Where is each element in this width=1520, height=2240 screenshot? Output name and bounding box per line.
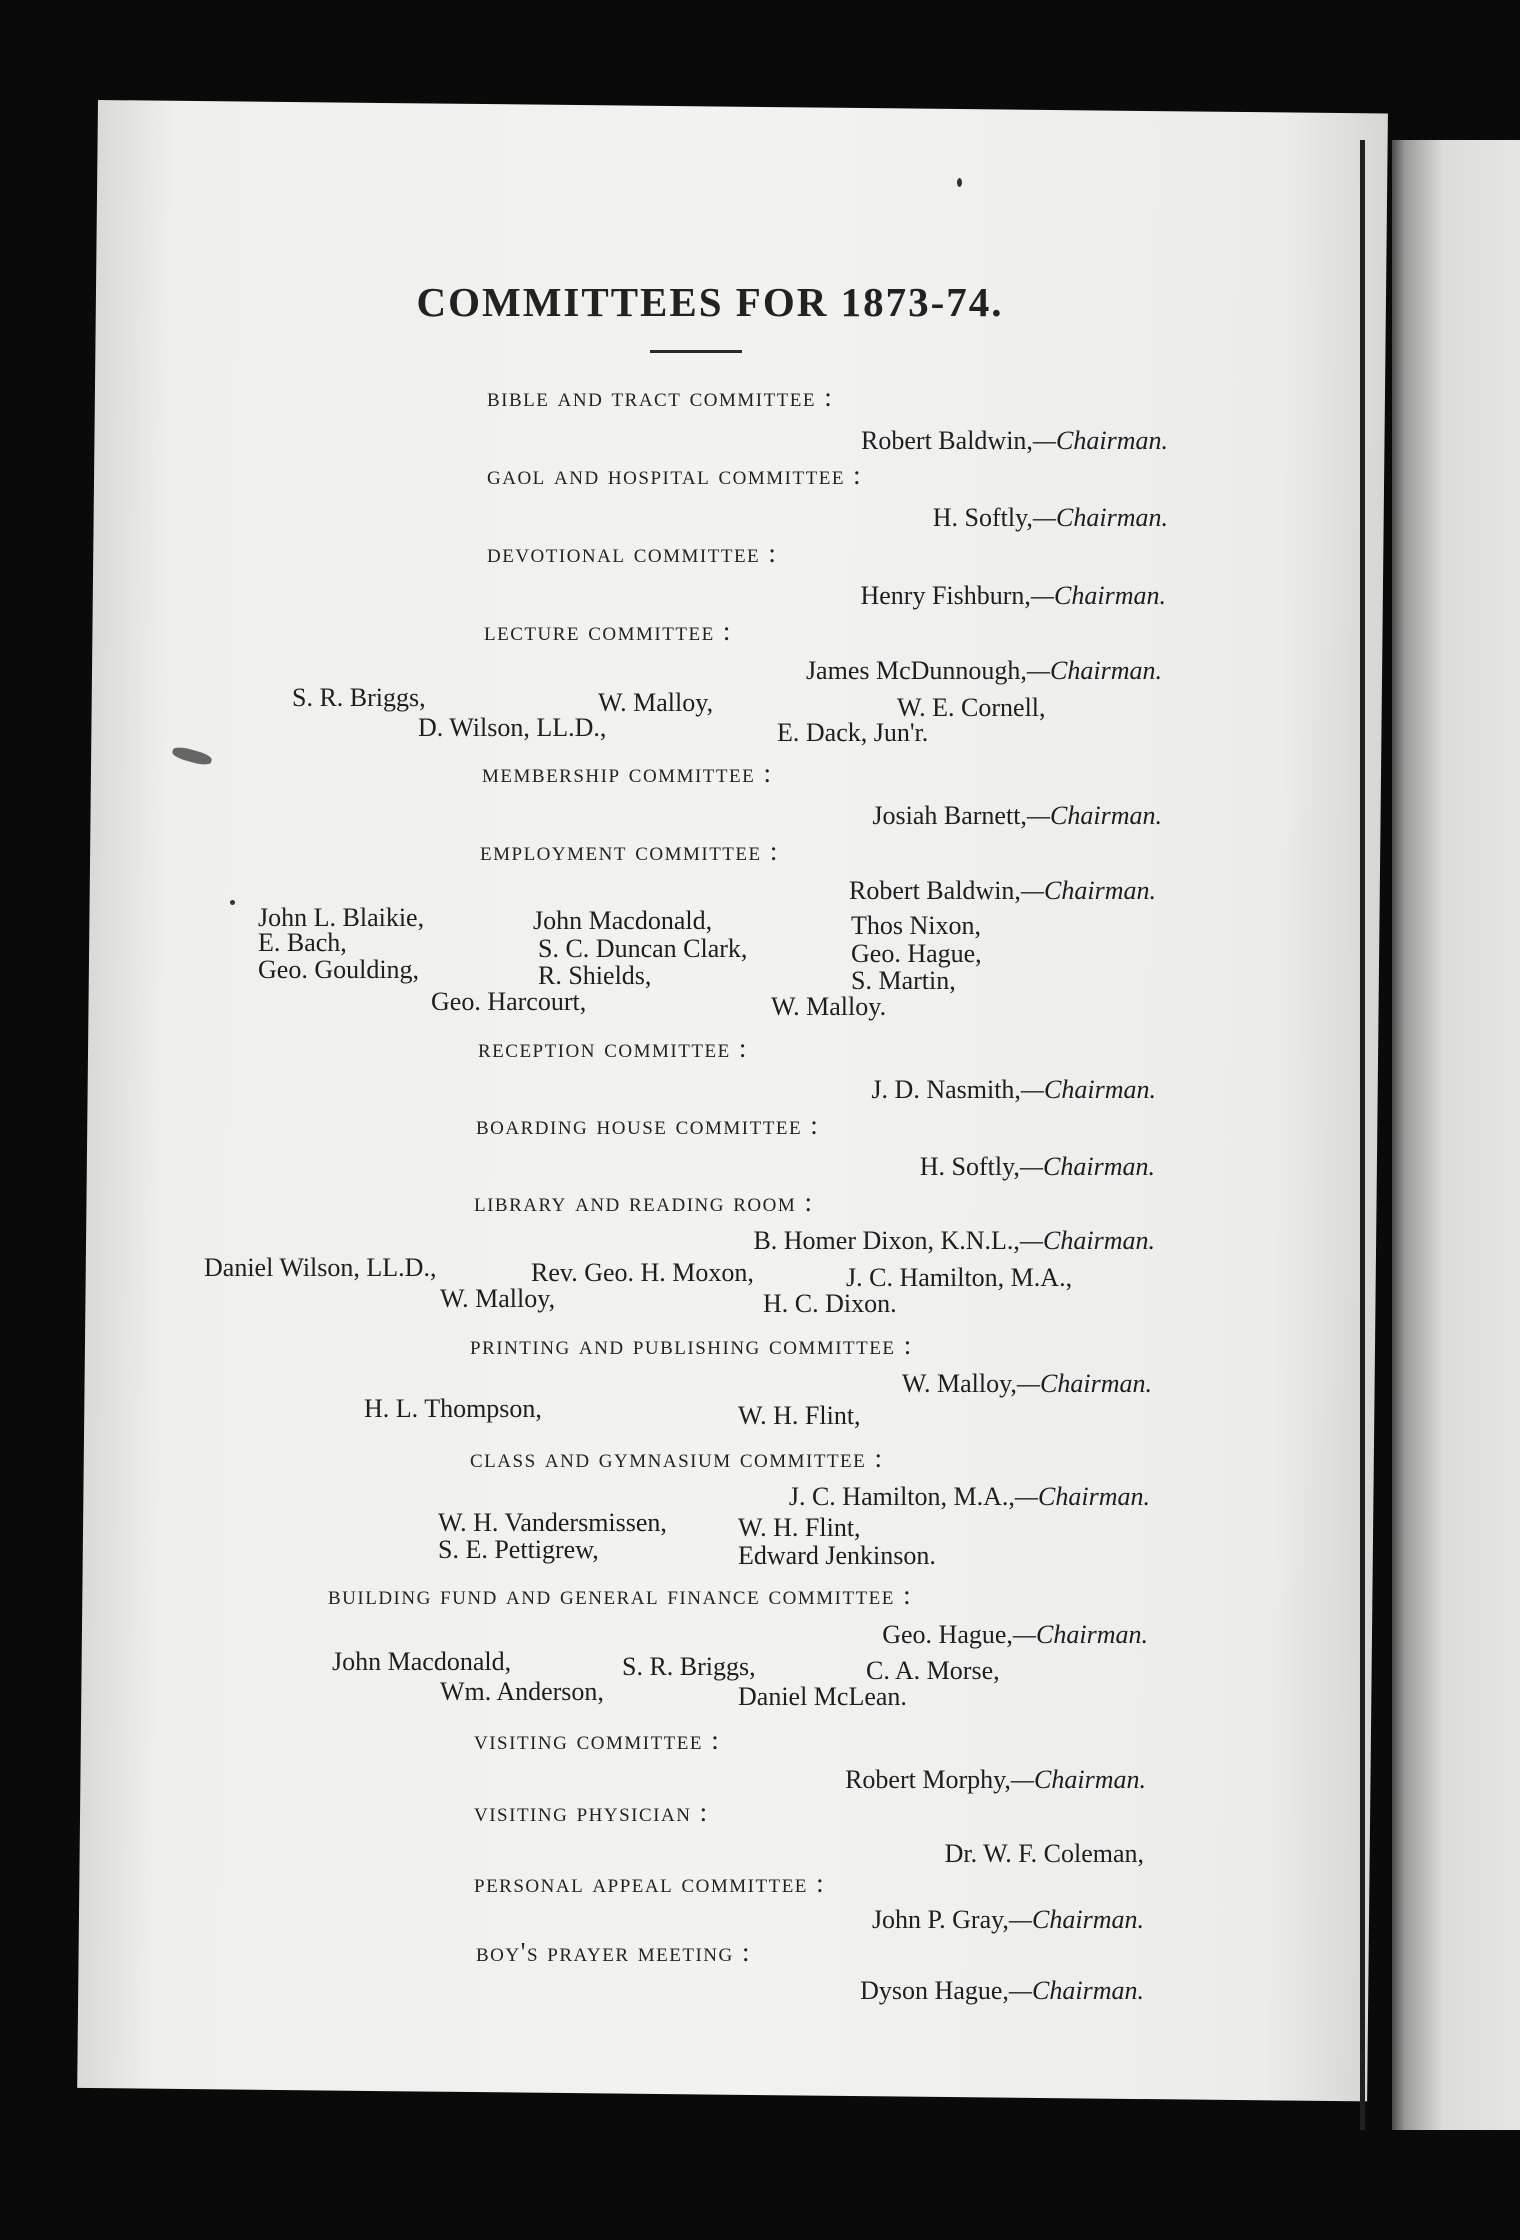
chairman-line (0, 656, 1162, 686)
chairman-name: J. C. Hamilton, M.A., (788, 1482, 1015, 1511)
chairman-line (0, 1839, 1144, 1869)
committee-heading-visiting-physician: visiting physician : (474, 1797, 709, 1827)
member-name: Geo. Harcourt, (431, 987, 587, 1016)
chairman-line (0, 801, 1162, 831)
committee-heading-personal-appeal: personal appeal committee : (474, 1868, 826, 1898)
chairman-name: Dyson Hague, (860, 1976, 1009, 2005)
member-name: Daniel McLean. (738, 1682, 907, 1711)
member-name: H. C. Dixon. (763, 1289, 897, 1318)
chairman-name: Robert Morphy, (845, 1765, 1011, 1794)
chairman-line (0, 1369, 1152, 1399)
chairman-name: H. Softly, (932, 503, 1033, 532)
committee-heading-gaol-hospital: gaol and hospital committee : (487, 460, 863, 490)
member-name: Geo. Goulding, (258, 955, 420, 984)
chairman-line (0, 1620, 1148, 1650)
chairman-role: —Chairman. (1020, 876, 1156, 905)
chairman-role: —Chairman. (1026, 801, 1162, 830)
adjacent-page-edge (1392, 140, 1520, 2130)
member-name: John L. Blaikie, (258, 903, 425, 932)
member-name: W. H. Flint, (738, 1401, 861, 1430)
committee-heading-lecture: lecture committee : (484, 616, 732, 646)
chairman-name: Geo. Hague, (882, 1620, 1013, 1649)
chairman-name: H. Softly, (919, 1152, 1020, 1181)
committee-heading-membership: membership committee : (482, 758, 773, 788)
member-name: E. Bach, (258, 928, 347, 957)
chairman-role: —Chairman. (1012, 1620, 1148, 1649)
member-name: Geo. Hague, (851, 939, 982, 968)
chairman-name: John P. Gray, (871, 1905, 1009, 1934)
committee-heading-printing: printing and publishing committee : (470, 1330, 913, 1360)
chairman-role: —Chairman. (1014, 1482, 1150, 1511)
member-name: Daniel Wilson, LL.D., (204, 1253, 437, 1282)
chairman-name: W. Malloy, (901, 1369, 1017, 1398)
member-name: Edward Jenkinson. (738, 1541, 936, 1570)
chairman-line (0, 581, 1166, 611)
member-name: W. H. Vandersmissen, (438, 1508, 667, 1537)
committee-heading-devotional: devotional committee : (487, 538, 778, 568)
chairman-line (0, 1905, 1144, 1935)
member-name: W. E. Cornell, (897, 693, 1046, 722)
member-name: John Macdonald, (332, 1647, 512, 1676)
chairman-line (0, 1075, 1156, 1105)
member-name: W. H. Flint, (738, 1513, 861, 1542)
chairman-line (0, 503, 1168, 533)
member-name: S. C. Duncan Clark, (538, 934, 748, 963)
member-name: D. Wilson, LL.D., (418, 713, 607, 742)
chairman-line (0, 1152, 1155, 1182)
member-name: Wm. Anderson, (440, 1677, 604, 1706)
chairman-role: —Chairman. (1016, 1369, 1152, 1398)
member-name: Thos Nixon, (851, 911, 981, 940)
paper-smudge (171, 745, 213, 767)
chairman-line (0, 426, 1168, 456)
chairman-name: Robert Baldwin, (849, 876, 1021, 905)
page-fold-line (1360, 140, 1365, 2130)
chairman-name: James McDunnough, (805, 656, 1027, 685)
member-name: R. Shields, (538, 961, 652, 990)
chairman-name: J. D. Nasmith, (871, 1075, 1021, 1104)
paper-speck (230, 900, 235, 905)
page-title: COMMITTEES FOR 1873-74. (416, 279, 1004, 325)
chairman-role: —Chairman. (1008, 1976, 1144, 2005)
member-name: Rev. Geo. H. Moxon, (531, 1258, 754, 1287)
committee-heading-boys-prayer-meeting: boy's prayer meeting : (476, 1937, 751, 1967)
title-divider (650, 350, 742, 353)
committee-heading-visiting: visiting committee : (474, 1725, 721, 1755)
member-name: S. Martin, (851, 966, 956, 995)
chairman-line (0, 1765, 1146, 1795)
paper-speck (957, 178, 962, 187)
member-name: John Macdonald, (533, 906, 713, 935)
chairman-role: —Chairman. (1032, 426, 1168, 455)
committee-heading-reception: reception committee : (478, 1033, 748, 1063)
chairman-role: —Chairman. (1020, 1075, 1156, 1104)
member-name: H. L. Thompson, (364, 1394, 542, 1423)
member-name: C. A. Morse, (866, 1656, 1000, 1685)
member-name: W. Malloy, (598, 688, 714, 717)
chairman-role: —Chairman. (1019, 1152, 1155, 1181)
committee-heading-boarding-house: boarding house committee : (476, 1110, 820, 1140)
chairman-role: —Chairman. (1010, 1765, 1146, 1794)
chairman-name: Dr. W. F. Coleman, (944, 1839, 1144, 1868)
chairman-name: Henry Fishburn, (860, 581, 1031, 610)
member-name: W. Malloy. (771, 992, 887, 1021)
committee-heading-library: library and reading room : (474, 1187, 814, 1217)
chairman-name: Robert Baldwin, (861, 426, 1033, 455)
committee-heading-class-gymnasium: class and gymnasium committee : (470, 1443, 884, 1473)
member-name: E. Dack, Jun'r. (777, 718, 929, 747)
chairman-role: —Chairman. (1026, 656, 1162, 685)
chairman-line (0, 876, 1156, 906)
member-name: J. C. Hamilton, M.A., (846, 1263, 1073, 1292)
member-name: W. Malloy, (440, 1284, 556, 1313)
committee-heading-bible-tract: bible and tract committee : (487, 382, 834, 412)
committee-heading-employment: employment committee : (480, 836, 779, 866)
chairman-role: —Chairman. (1019, 1226, 1155, 1255)
committee-heading-building-fund: building fund and general finance committee : (328, 1580, 913, 1610)
member-name: S. R. Briggs, (622, 1652, 756, 1681)
member-name: S. R. Briggs, (292, 683, 426, 712)
chairman-line (0, 1976, 1144, 2006)
chairman-line (0, 1226, 1155, 1256)
chairman-name: Josiah Barnett, (872, 801, 1027, 830)
chairman-role: —Chairman. (1032, 503, 1168, 532)
chairman-role: —Chairman. (1008, 1905, 1144, 1934)
chairman-name: B. Homer Dixon, K.N.L., (753, 1226, 1020, 1255)
chairman-role: —Chairman. (1030, 581, 1166, 610)
member-name: S. E. Pettigrew, (438, 1535, 599, 1564)
